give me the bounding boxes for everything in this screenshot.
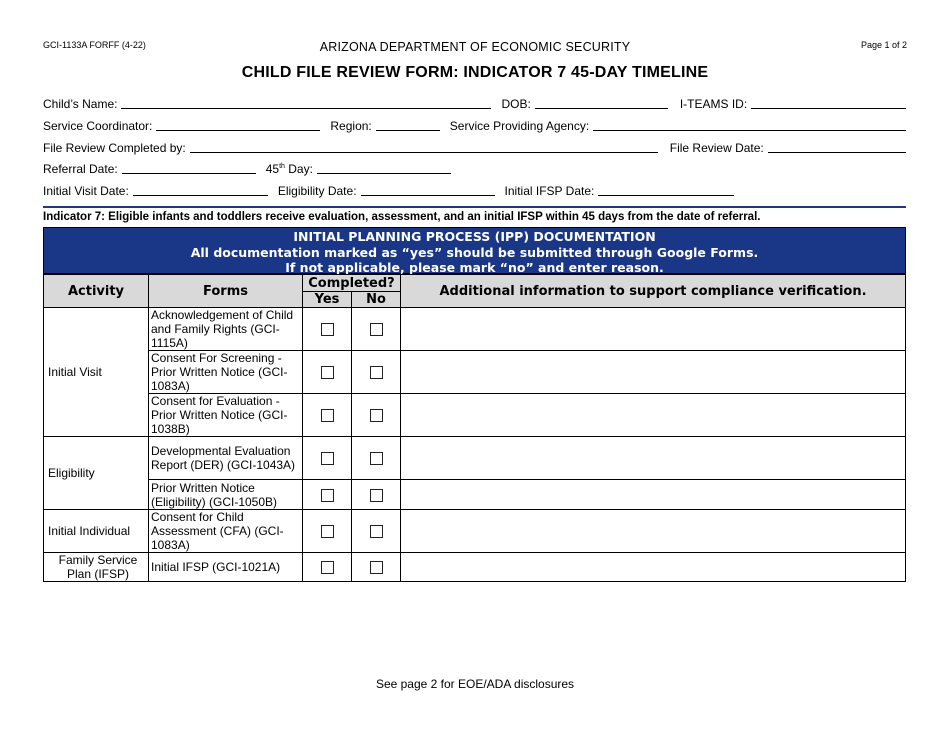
no-checkbox[interactable] — [370, 525, 383, 538]
form-name: Acknowledgement of Child and Family Rights (GCI-1115A) — [149, 308, 303, 351]
eligibility-date-field[interactable] — [361, 194, 495, 196]
table-row — [44, 510, 906, 553]
divider — [43, 206, 906, 208]
region-field[interactable] — [376, 129, 440, 131]
header-additional-info: Additional information to support compliance verification. — [401, 275, 906, 308]
additional-info-cell[interactable] — [401, 351, 906, 394]
yes-checkbox[interactable] — [321, 409, 334, 422]
footer-note: See page 2 for EOE/ADA disclosures — [375, 677, 575, 691]
field-row-1 — [43, 95, 906, 111]
field-row-4 — [43, 160, 906, 176]
service-coordinator-field[interactable] — [156, 129, 320, 131]
childs-name-label: Child’s Name: — [43, 97, 118, 111]
no-checkbox[interactable] — [370, 489, 383, 502]
referral-date-label: Referral Date: — [43, 162, 118, 176]
yes-checkbox[interactable] — [321, 452, 334, 465]
day45-label: 45th Day: — [265, 162, 313, 176]
form-name: Prior Written Notice (Eligibility) (GCI-1050B) — [149, 480, 303, 510]
header-forms: Forms — [149, 275, 303, 308]
header-completed: Completed? — [303, 275, 401, 292]
agency-name: ARIZONA DEPARTMENT OF ECONOMIC SECURITY — [319, 40, 631, 54]
form-name: Consent for Child Assessment (CFA) (GCI-1083A) — [149, 510, 303, 553]
ifsp-date-field[interactable] — [598, 194, 734, 196]
additional-info-cell[interactable] — [401, 553, 906, 582]
no-checkbox[interactable] — [370, 409, 383, 422]
banner-line-1: INITIAL PLANNING PROCESS (IPP) DOCUMENTATION — [293, 229, 656, 244]
completed-by-field[interactable] — [190, 151, 658, 153]
table-row — [44, 437, 906, 480]
referral-date-field[interactable] — [122, 172, 256, 174]
activity-initial-individual: Initial Individual — [44, 510, 149, 553]
review-date-field[interactable] — [768, 151, 906, 153]
banner-line-2: All documentation marked as “yes” should be submitted through Google Forms. — [190, 244, 759, 260]
region-label: Region: — [330, 119, 372, 133]
iteams-id-field[interactable] — [751, 107, 906, 109]
ipp-banner — [43, 227, 906, 274]
field-row-5 — [43, 182, 906, 198]
form-name: Consent for Evaluation - Prior Written Notice (GCI-1038B) — [149, 394, 303, 437]
yes-checkbox[interactable] — [321, 489, 334, 502]
childs-name-field[interactable] — [121, 107, 491, 109]
dob-label: DOB: — [501, 97, 531, 111]
eligibility-date-label: Eligibility Date: — [277, 184, 357, 198]
yes-checkbox[interactable] — [321, 525, 334, 538]
initial-visit-date-field[interactable] — [133, 194, 268, 196]
iteams-id-label: I-TEAMS ID: — [679, 97, 748, 111]
form-name: Consent For Screening - Prior Written Notice (GCI-1083A) — [149, 351, 303, 394]
ifsp-date-label: Initial IFSP Date: — [504, 184, 595, 198]
form-name: Developmental Evaluation Report (DER) (GCI-1043A) — [149, 437, 303, 480]
activity-eligibility: Eligibility — [44, 437, 149, 510]
additional-info-cell[interactable] — [401, 308, 906, 351]
day45-field[interactable] — [317, 172, 451, 174]
review-date-label: File Review Date: — [669, 141, 764, 155]
initial-visit-date-label: Initial Visit Date: — [43, 184, 129, 198]
activity-family-service-plan: Family Service Plan (IFSP) — [44, 553, 149, 582]
additional-info-cell[interactable] — [401, 480, 906, 510]
completed-by-label: File Review Completed by: — [43, 141, 186, 155]
page-number: Page 1 of 2 — [860, 40, 907, 50]
yes-checkbox[interactable] — [321, 366, 334, 379]
service-agency-label: Service Providing Agency: — [449, 119, 590, 133]
table-row — [44, 394, 906, 437]
field-row-3 — [43, 139, 906, 155]
no-checkbox[interactable] — [370, 366, 383, 379]
form-number: GCI-1133A FORFF (4-22) — [43, 40, 146, 50]
yes-checkbox[interactable] — [321, 323, 334, 336]
service-coordinator-label: Service Coordinator: — [43, 119, 153, 133]
header-yes: Yes — [303, 292, 352, 308]
activity-initial-visit: Initial Visit — [44, 308, 149, 437]
page-title: CHILD FILE REVIEW FORM: INDICATOR 7 45-DAY TIMELINE — [241, 64, 709, 81]
additional-info-cell[interactable] — [401, 437, 906, 480]
no-checkbox[interactable] — [370, 561, 383, 574]
service-agency-field[interactable] — [593, 129, 906, 131]
header-no: No — [352, 292, 401, 308]
no-checkbox[interactable] — [370, 323, 383, 336]
additional-info-cell[interactable] — [401, 510, 906, 553]
header-activity: Activity — [44, 275, 149, 308]
indicator-statement: Indicator 7: Eligible infants and toddlers receive evaluation, assessment, and an initial IFSP within 45 days from the date of referral. — [43, 211, 761, 223]
dob-field[interactable] — [535, 107, 668, 109]
table-row — [44, 308, 906, 351]
table-row — [44, 351, 906, 394]
table-row — [44, 553, 906, 582]
banner-line-3: If not applicable, please mark “no” and enter reason. — [285, 260, 664, 275]
table-row — [44, 480, 906, 510]
yes-checkbox[interactable] — [321, 561, 334, 574]
additional-info-cell[interactable] — [401, 394, 906, 437]
no-checkbox[interactable] — [370, 452, 383, 465]
form-name: Initial IFSP (GCI-1021A) — [149, 553, 303, 582]
field-row-2 — [43, 117, 906, 133]
documentation-table — [43, 274, 906, 582]
